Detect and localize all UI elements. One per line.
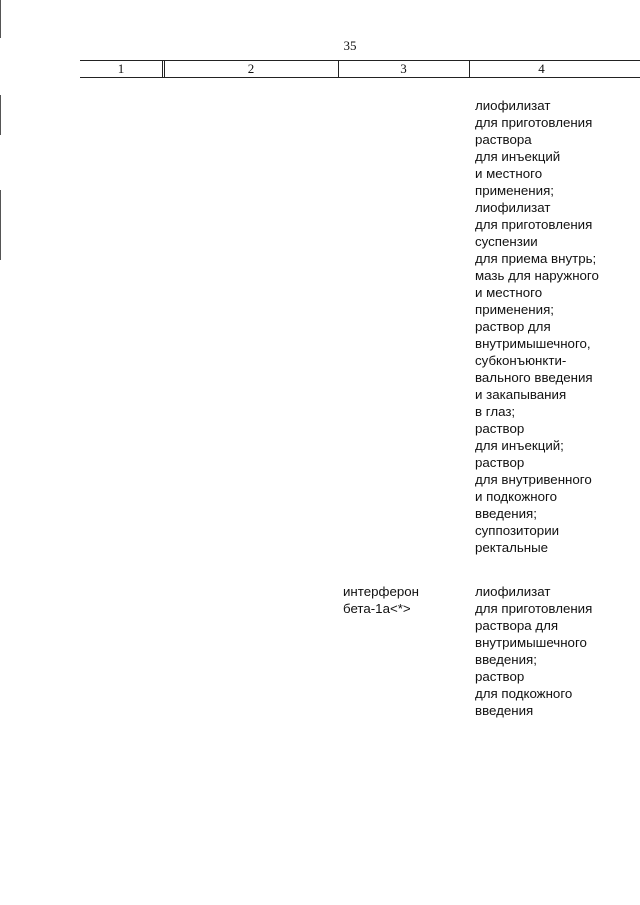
table-header-row bbox=[80, 60, 640, 78]
text-line: для внутривенного bbox=[475, 472, 592, 487]
text-line: раствор bbox=[475, 421, 525, 436]
text-line: лиофилизат bbox=[475, 200, 551, 215]
text-line: раствор для bbox=[475, 319, 551, 334]
text-line: в глаз; bbox=[475, 404, 516, 419]
text-line: внутримышечного, bbox=[475, 336, 591, 351]
text-line: вального введения bbox=[475, 370, 593, 385]
text-line: раствора bbox=[475, 132, 532, 147]
text-line: введения; bbox=[475, 652, 537, 667]
scan-edge-line bbox=[0, 95, 1, 135]
scan-edge-line bbox=[0, 0, 1, 38]
text-line: лиофилизат bbox=[475, 584, 551, 599]
text-line: и местного bbox=[475, 166, 543, 181]
page-number: 35 bbox=[343, 38, 357, 53]
column-header-4: 4 bbox=[538, 61, 545, 76]
scan-edge-line bbox=[0, 190, 1, 260]
text-line: и закапывания bbox=[475, 387, 567, 402]
text-line: суспензии bbox=[475, 234, 538, 249]
text-line: бета-1a<*> bbox=[343, 601, 411, 616]
row-2-dosage-forms bbox=[475, 583, 592, 719]
column-separator bbox=[162, 61, 163, 77]
text-line: для инъекций bbox=[475, 149, 561, 164]
text-line: мазь для наружного bbox=[475, 268, 599, 283]
text-line: для инъекций; bbox=[475, 438, 564, 453]
text-line: введения bbox=[475, 703, 534, 718]
column-header-1: 1 bbox=[117, 61, 125, 76]
text-line: применения; bbox=[475, 302, 554, 317]
text-line: применения; bbox=[475, 183, 554, 198]
text-line: лиофилизат bbox=[475, 98, 551, 113]
text-line: ректальные bbox=[475, 540, 549, 555]
text-line: раствор bbox=[475, 669, 525, 684]
row-1-dosage-forms bbox=[475, 97, 599, 556]
text-line: суппозитории bbox=[475, 523, 560, 538]
text-line: интерферон bbox=[343, 584, 419, 599]
text-line: раствор bbox=[475, 455, 525, 470]
row-2-drug-name bbox=[343, 583, 419, 617]
text-line: и местного bbox=[475, 285, 543, 300]
text-line: введения; bbox=[475, 506, 537, 521]
text-line: для приготовления bbox=[475, 601, 593, 616]
text-line: для приема внутрь; bbox=[475, 251, 597, 266]
text-line: внутримышечного bbox=[475, 635, 587, 650]
text-line: для приготовления bbox=[475, 115, 593, 130]
text-line: и подкожного bbox=[475, 489, 557, 504]
text-line: субконъюнкти- bbox=[475, 353, 567, 368]
text-line: для подкожного bbox=[475, 686, 573, 701]
text-line: раствора для bbox=[475, 618, 559, 633]
text-line: для приготовления bbox=[475, 217, 593, 232]
column-header-2: 2 bbox=[247, 61, 255, 76]
column-header-3: 3 bbox=[400, 61, 407, 76]
